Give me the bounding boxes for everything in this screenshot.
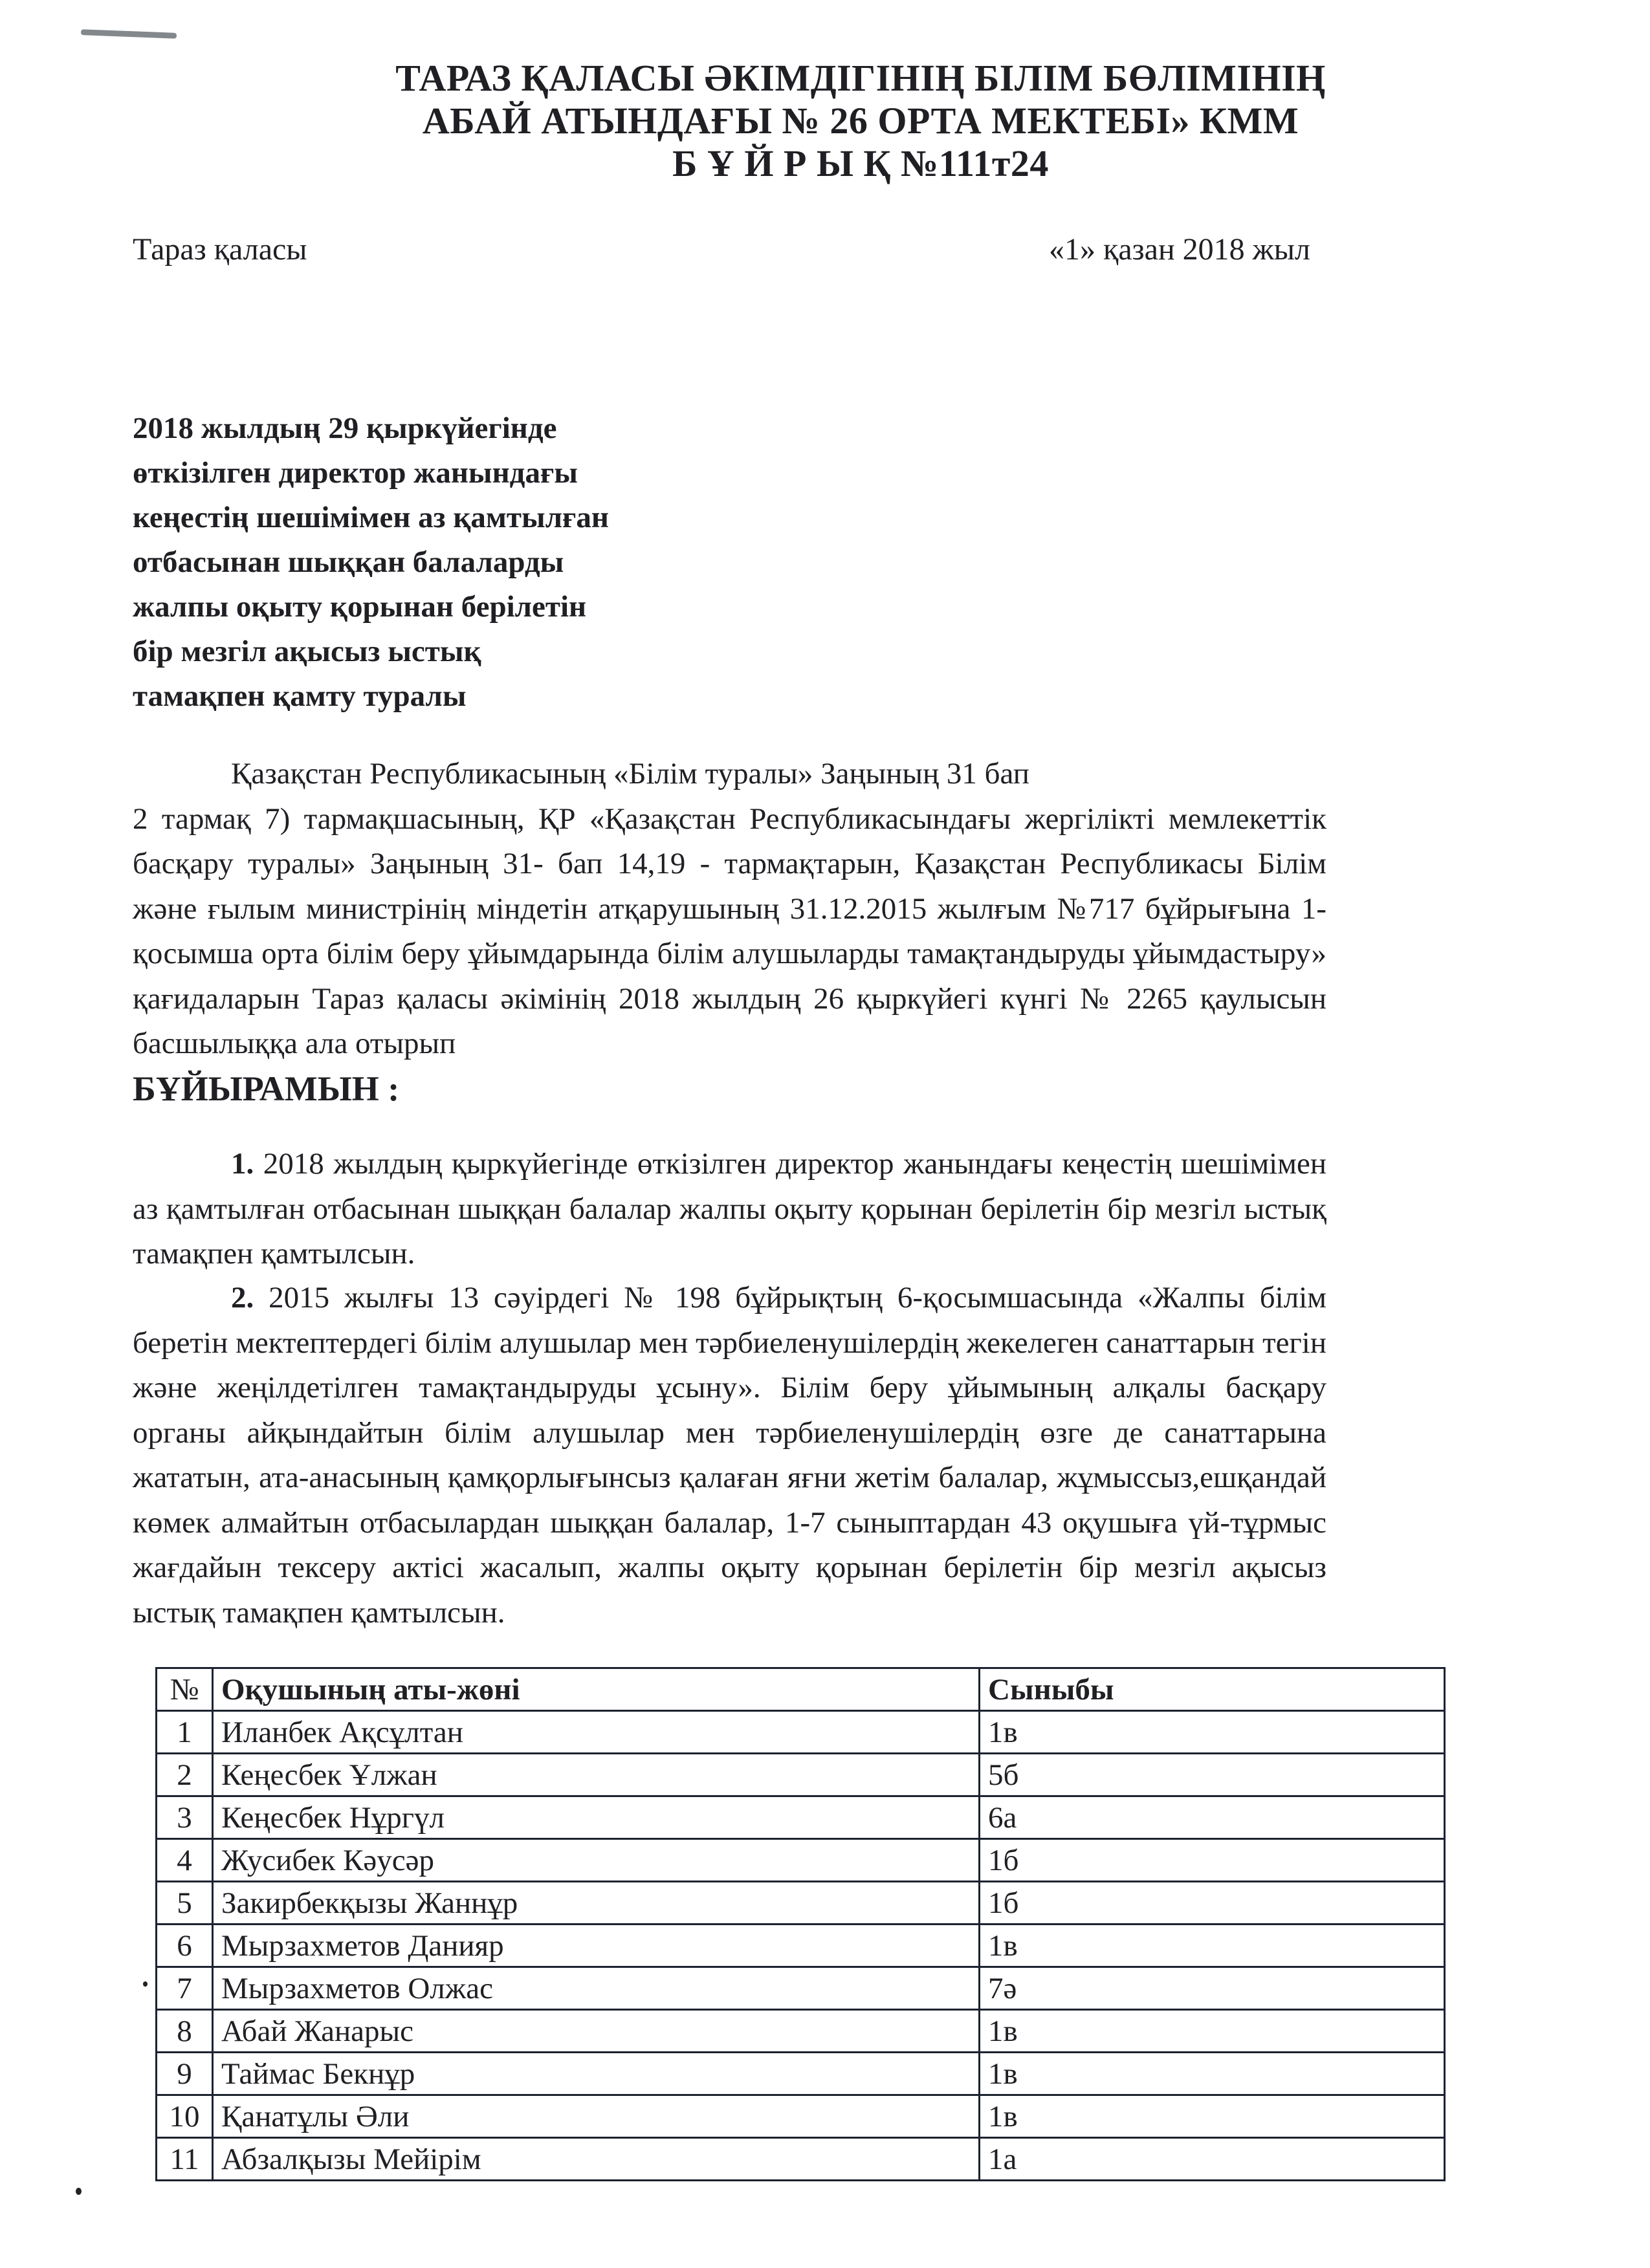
- cell-student-name: Қанатұлы Әли: [213, 2095, 980, 2138]
- preamble-first-line: Қазақстан Республикасының «Білім туралы» Заңының 31 бап: [231, 757, 1029, 791]
- table-row: [157, 2010, 1445, 2053]
- table-row: [157, 1925, 1445, 1967]
- cell-number: 6: [157, 1925, 213, 1967]
- subject-line: бір мезгіл ақысыз ыстық: [133, 635, 481, 668]
- table-row: [157, 1711, 1445, 1754]
- cell-student-name: Жусибек Кәусәр: [213, 1839, 980, 1882]
- cell-class: 1а: [980, 2138, 1445, 2181]
- subject-line: өткізілген директор жанындағы: [133, 456, 578, 490]
- cell-number: 1: [157, 1711, 213, 1754]
- order-date: «1» қазан 2018 жыл: [1049, 232, 1310, 267]
- cell-class: 1в: [980, 2095, 1445, 2138]
- cell-student-name: Кеңесбек Ұлжан: [213, 1754, 980, 1796]
- cell-number: 8: [157, 2010, 213, 2053]
- subject-line: 2018 жылдың 29 қыркүйегінде: [133, 411, 557, 445]
- subject-line: кеңестің шешімімен аз қамтылған: [133, 501, 609, 534]
- order-word: БҰЙЫРАМЫН :: [133, 1069, 400, 1108]
- order-subject: [133, 406, 715, 719]
- subject-line: отбасынан шыққан балаларды: [133, 545, 564, 579]
- cell-class: 1б: [980, 1839, 1445, 1882]
- cell-class: 6а: [980, 1796, 1445, 1839]
- cell-number: 10: [157, 2095, 213, 2138]
- item-number: 1.: [231, 1147, 254, 1181]
- cell-number: 5: [157, 1882, 213, 1925]
- subject-line: жалпы оқыту қорынан берілетін: [133, 590, 587, 624]
- scan-artifact-stroke: [81, 29, 177, 39]
- order-item-1: [133, 1142, 1326, 1277]
- cell-class: 1в: [980, 1711, 1445, 1754]
- table-header-row: [157, 1668, 1445, 1711]
- cell-class: 1в: [980, 1925, 1445, 1967]
- header-org-line-1: ТАРАЗ ҚАЛАСЫ ӘКІМДІГІНІҢ БІЛІМ БӨЛІМІНІҢ: [395, 57, 1326, 99]
- header-number: №: [157, 1668, 213, 1711]
- place-date-row: [133, 232, 1310, 267]
- header-student-name: Оқушының аты-жөні: [213, 1668, 980, 1711]
- table-row: [157, 2053, 1445, 2095]
- cell-number: 2: [157, 1754, 213, 1796]
- table-row: [157, 1967, 1445, 2010]
- students-table-body: [157, 1711, 1445, 2181]
- document-header: [0, 57, 1650, 185]
- students-table: [155, 1667, 1446, 2181]
- cell-number: 3: [157, 1796, 213, 1839]
- header-order-number: Б Ұ Й Р Ы Қ №111т24: [672, 142, 1049, 184]
- item-number: 2.: [231, 1281, 254, 1314]
- cell-number: 11: [157, 2138, 213, 2181]
- header-class: Сыныбы: [980, 1668, 1445, 1711]
- cell-student-name: Абай Жанарыс: [213, 2010, 980, 2053]
- table-row: [157, 1754, 1445, 1796]
- scan-speck: [143, 1981, 148, 1987]
- table-row: [157, 1796, 1445, 1839]
- table-row: [157, 1882, 1445, 1925]
- cell-number: 7: [157, 1967, 213, 2010]
- cell-student-name: Мырзахметов Олжас: [213, 1967, 980, 2010]
- cell-student-name: Кеңесбек Нұргүл: [213, 1796, 980, 1839]
- order-item-2: [133, 1276, 1326, 1635]
- item-text: 2015 жылғы 13 сәуірдегі № 198 бұйрықтың 6-қосымшасында «Жалпы білім беретін мектептердегі білім алушылар мен тәрбиеленушілердің жекелеген санаттарын тегін және жеңілдетілген тамақтандыруды ұсыну». Білім беру ұйымының алқалы басқару органы айқындайтын білім алушылар мен тәрбиеленушілердің өзге де санаттарына жататын, ата-анасының қамқорлығынсыз қалаған яғни жетім балалар, жұмыссыз,ешқандай көмек алмайтын отбасылардан шыққан балалар, 1-7 сыныптардан 43 оқушыға үй-тұрмыс жағдайын тексеру актісі жасалып, жалпы оқыту қорынан берілетін бір мезгіл ақысыз ыстық тамақпен қамтылсын.: [133, 1281, 1326, 1630]
- cell-student-name: Абзалқызы Мейірім: [213, 2138, 980, 2181]
- header-org-line-2: АБАЙ АТЫНДАҒЫ № 26 ОРТА МЕКТЕБІ» КММ: [422, 100, 1299, 142]
- cell-student-name: Таймас Бекнұр: [213, 2053, 980, 2095]
- cell-number: 9: [157, 2053, 213, 2095]
- scan-speck: [76, 2188, 82, 2195]
- table-row: [157, 2095, 1445, 2138]
- cell-class: 7ә: [980, 1967, 1445, 2010]
- cell-student-name: Закирбекқызы Жаннұр: [213, 1882, 980, 1925]
- cell-number: 4: [157, 1839, 213, 1882]
- item-text: 2018 жылдың қыркүйегінде өткізілген директор жанындағы кеңестің шешімімен аз қамтылған отбасынан шыққан балалар жалпы оқыту қорынан берілетін бір мезгіл ыстық тамақпен қамтылсын.: [133, 1147, 1326, 1270]
- cell-class: 1в: [980, 2010, 1445, 2053]
- table-row: [157, 1839, 1445, 1882]
- cell-student-name: Мырзахметов Данияр: [213, 1925, 980, 1967]
- subject-line: тамақпен қамту туралы: [133, 679, 467, 713]
- cell-class: 1б: [980, 1882, 1445, 1925]
- table-row: [157, 2138, 1445, 2181]
- preamble-text: 2 тармақ 7) тармақшасының, ҚР «Қазақстан Республикасындағы жергілікті мемлекеттік басқару туралы» Заңының 31- бап 14,19 - тармақтарын, Қазақстан Республикасы Білім және ғылым министрінің міндетін атқарушының 31.12.2015 жылғым №717 бұйрығына 1-қосымша орта білім беру ұйымдарында білім алушыларды тамақтандыруды ұйымдастыру» қағидаларын Тараз қаласы әкімінің 2018 жылдың 26 қыркүйегі күнгі № 2265 қаулысын басшылыққа ала отырып: [133, 801, 1326, 1060]
- cell-class: 5б: [980, 1754, 1445, 1796]
- place: Тараз қаласы: [133, 232, 307, 267]
- cell-class: 1в: [980, 2053, 1445, 2095]
- cell-student-name: Иланбек Ақсұлтан: [213, 1711, 980, 1754]
- preamble-paragraph: [133, 752, 1326, 1111]
